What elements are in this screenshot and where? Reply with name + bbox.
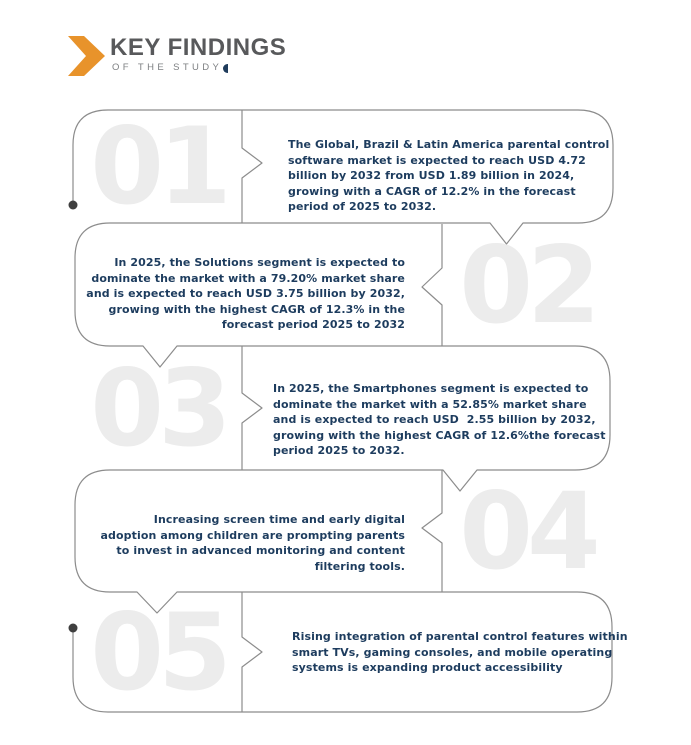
page-subtitle: OF THE STUDY: [112, 62, 223, 73]
finding-text: In 2025, the Smartphones segment is expected to dominate the market with a 52.85% market share and is expected to reach USD 2.55 billion by 2032, growing with the highest CAGR of 12.6%the forecast period 2025 to 2032.: [273, 382, 606, 457]
finding-number: 01: [90, 104, 226, 228]
finding-text: The Global, Brazil & Latin America parental control software market is expected to reach USD 4.72 billion by 2032 from USD 1.89 billion in 2024, growing with a CAGR of 12.2% in the forecast period of 2025 to 2032.: [288, 138, 610, 213]
finding-number: 02: [459, 224, 595, 347]
finding-text: Increasing screen time and early digital adoption among children are prompting parents to invest in advanced monitoring and content filtering tools.: [100, 513, 405, 573]
finding-number: 04: [459, 470, 595, 593]
finding-number: 05: [90, 591, 226, 714]
page-title: KEY FINDINGS: [110, 34, 287, 61]
finding-number: 03: [90, 347, 226, 470]
finding-text: In 2025, the Solutions segment is expected to dominate the market with a 79.20% market share and is expected to reach USD 3.75 billion by 2032, growing with the highest CAGR of 12.3% in the forecast period 2025 to 2032: [86, 256, 405, 331]
finding-text: Rising integration of parental control features within smart TVs, gaming consoles, and mobile operating systems is expanding product accessibility: [292, 630, 628, 674]
